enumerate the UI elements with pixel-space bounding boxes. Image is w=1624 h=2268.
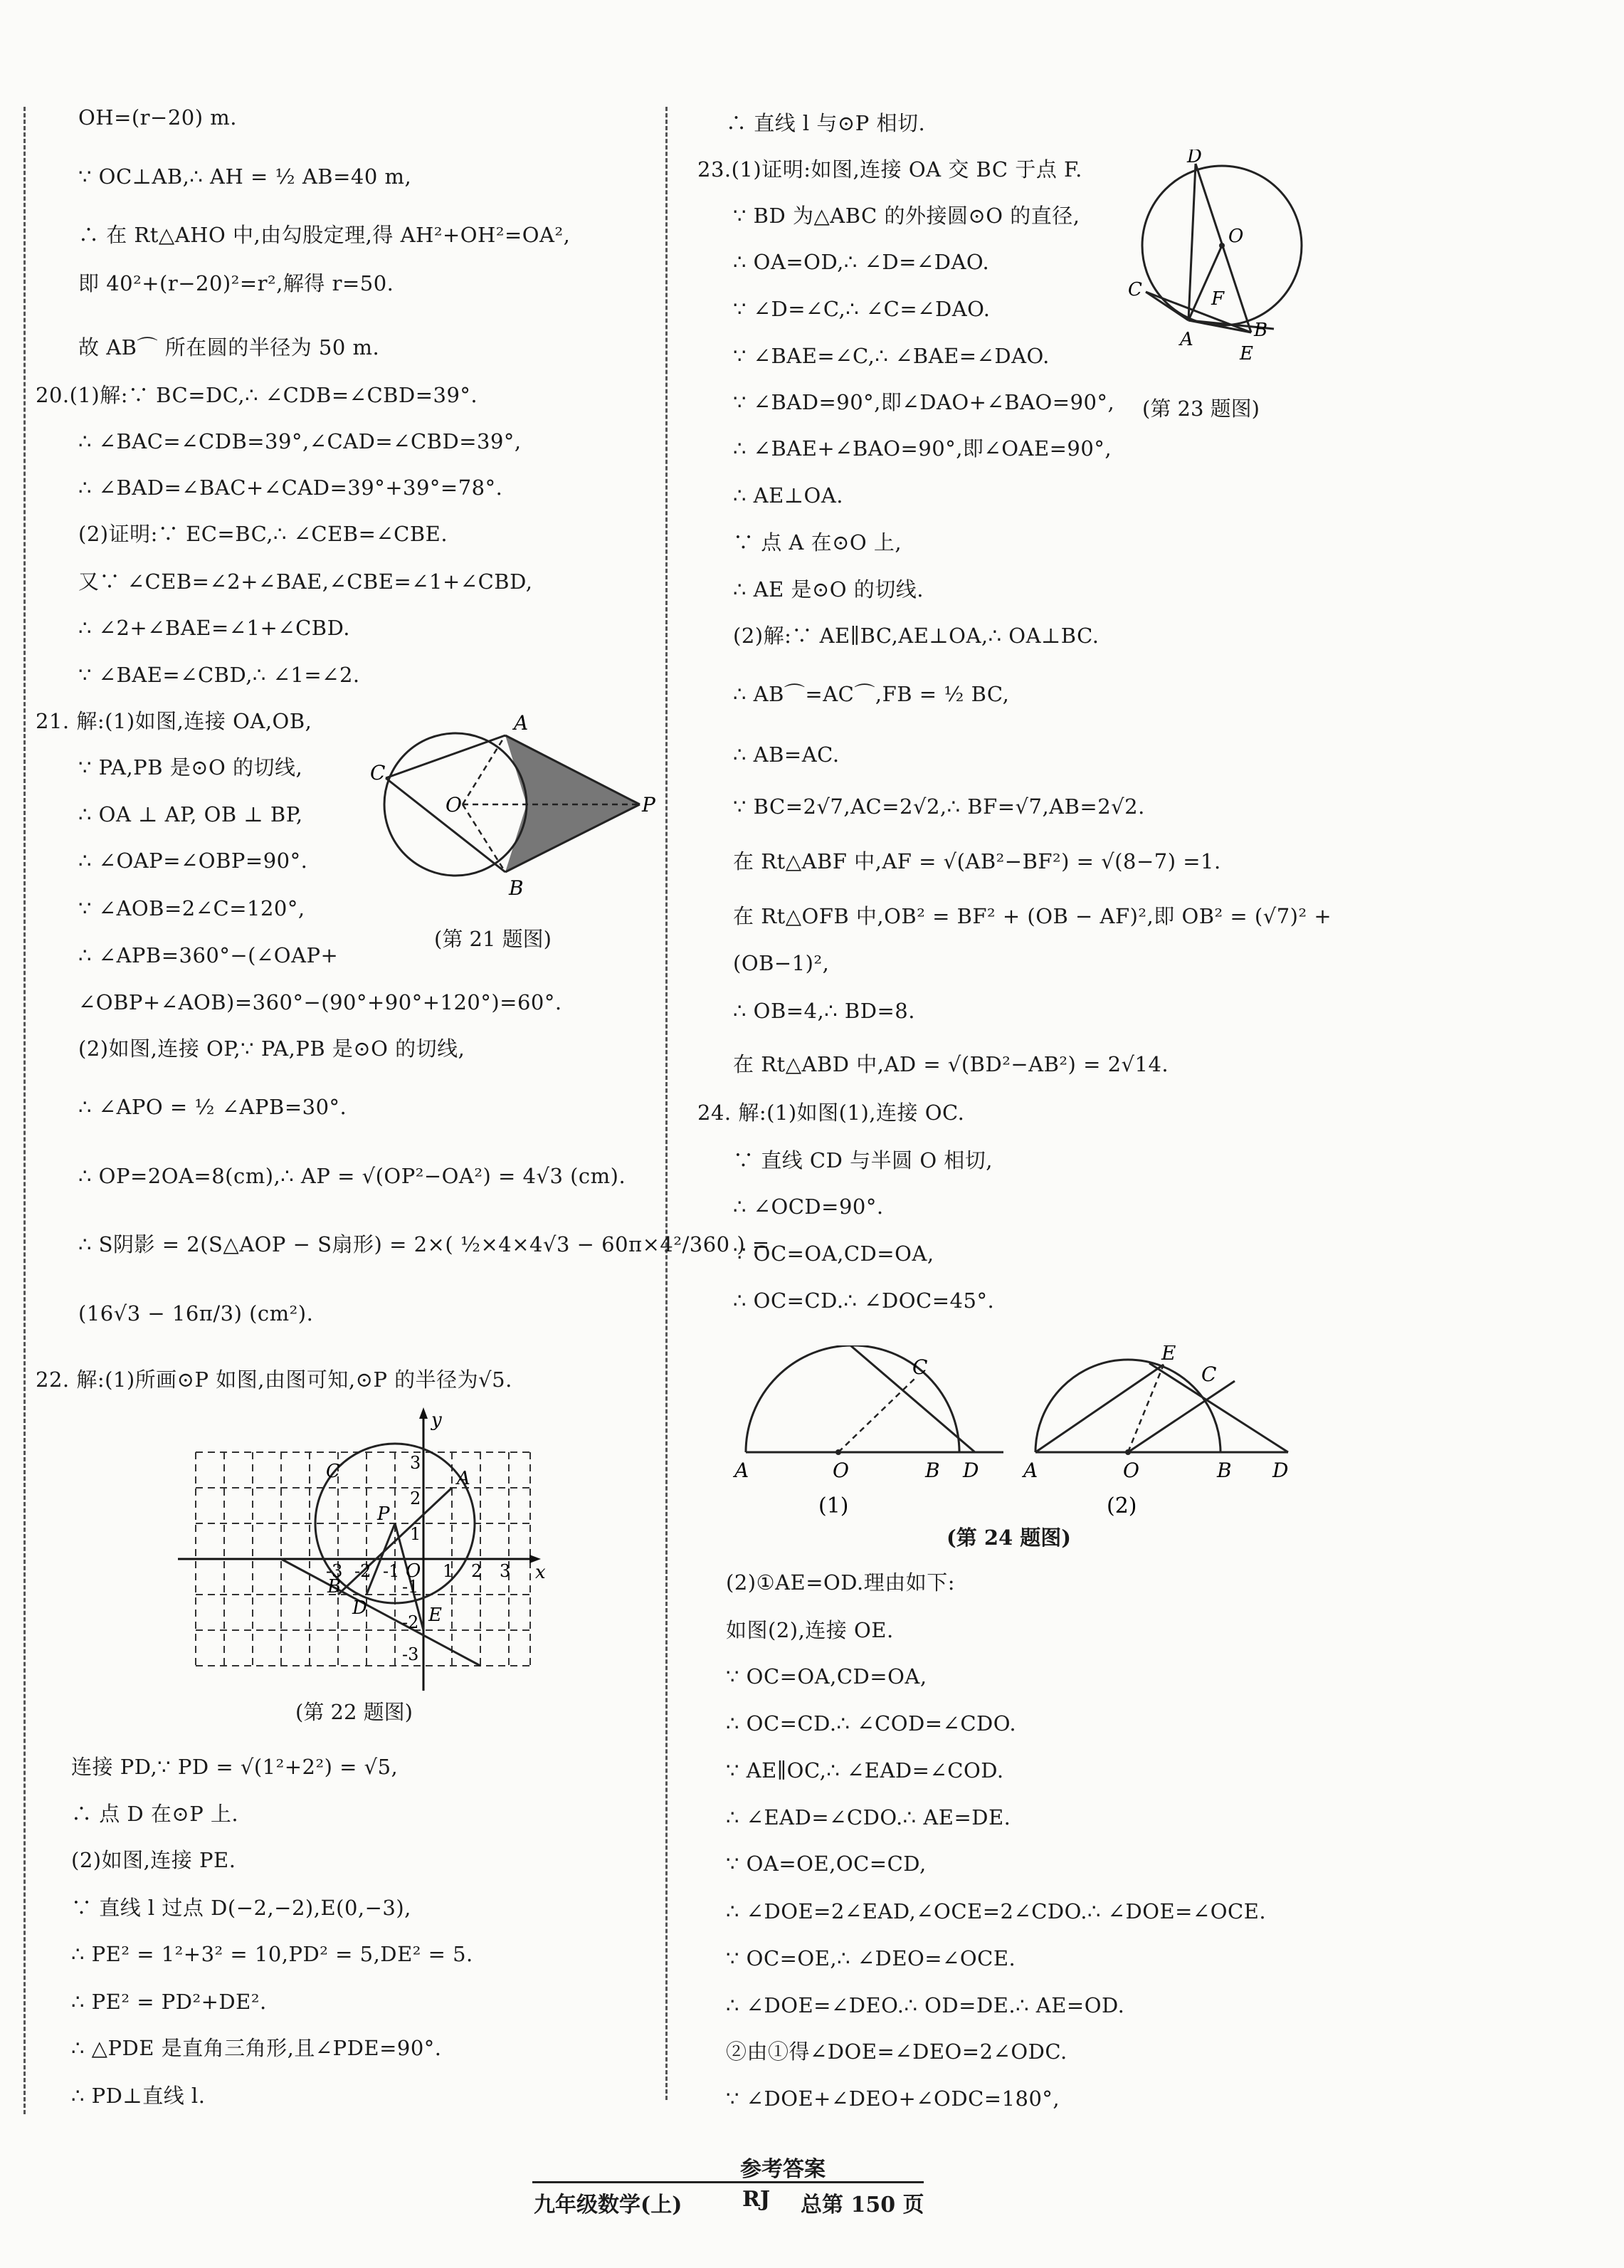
text-line: ∵ ∠BAD=90°,即∠DAO+∠BAO=90°,: [733, 390, 1115, 414]
text-line: 在 Rt△OFB 中,OB² = BF² + (OB − AF)²,即 OB² = (√7)² +: [733, 904, 1332, 928]
text-line: OH=(r−20) m.: [78, 105, 237, 130]
text-line: (2)解:∵ AE∥BC,AE⊥OA,∴ OA⊥BC.: [733, 624, 1100, 648]
footer-rule: [532, 2181, 924, 2183]
label-a: A: [1023, 1459, 1038, 1482]
text-line: ∵ OA=OE,OC=CD,: [726, 1852, 927, 1876]
label-e: E: [1240, 343, 1253, 364]
label-b: B: [1217, 1459, 1232, 1482]
text-line: (2)如图,连接 PE.: [71, 1848, 236, 1872]
label-d: D: [1187, 149, 1202, 167]
figure-23-caption: (第 23 题图): [1142, 397, 1260, 421]
text-line: (OB−1)²,: [733, 951, 830, 975]
text-line: 23.(1)证明:如图,连接 OA 交 BC 于点 F.: [697, 157, 1082, 182]
label-e: E: [1161, 1345, 1176, 1365]
tick-x: 3: [500, 1561, 511, 1581]
text-line: 又∵ ∠CEB=∠2+∠BAE,∠CBE=∠1+∠CBD,: [78, 569, 533, 594]
text-line: ∴ ∠OCD=90°.: [733, 1195, 884, 1219]
center-dashed-divider: [665, 107, 668, 2100]
tick-x: -3: [326, 1561, 343, 1581]
text-line: 22. 解:(1)所画⊙P 如图,由图可知,⊙P 的半径为√5.: [36, 1367, 512, 1392]
text-line: (2)如图,连接 OP,∵ PA,PB 是⊙O 的切线,: [78, 1036, 465, 1061]
label-d: D: [963, 1459, 979, 1482]
text-line: ∵ 点 A 在⊙O 上,: [733, 530, 902, 555]
text-line: ∵ AE∥OC,∴ ∠EAD=∠COD.: [726, 1758, 1004, 1783]
text-line: ∠OBP+∠AOB)=360°−(90°+90°+120°)=60°.: [78, 990, 562, 1014]
text-line: ∵ OC=OA,CD=OA,: [733, 1241, 934, 1266]
text-line: 在 Rt△ABD 中,AD = √(BD²−AB²) = 2√14.: [733, 1052, 1169, 1076]
text-line: ∵ ∠BAE=∠CBD,∴ ∠1=∠2.: [78, 663, 360, 687]
text-line: ∴ AB⌒=AC⌒,FB = ½ BC,: [733, 682, 1010, 706]
text-line: ∵ BD 为△ABC 的外接圆⊙O 的直径,: [733, 204, 1080, 228]
text-line: ∴ ∠EAD=∠CDO.∴ AE=DE.: [726, 1805, 1011, 1829]
text-line: ∴ ∠BAE+∠BAO=90°,即∠OAE=90°,: [733, 436, 1112, 461]
text-line: ②由①得∠DOE=∠DEO=2∠ODC.: [726, 2039, 1067, 2064]
text-line: ∴ PD⊥直线 l.: [71, 2084, 206, 2108]
figure-24-caption: (第 24 题图): [947, 1526, 1071, 1550]
text-line: ∴ AE⊥OA.: [733, 483, 843, 508]
label-o: O: [445, 793, 462, 817]
label-c: C: [1128, 279, 1142, 300]
dash-oa: [463, 735, 505, 804]
text-line: ∵ ∠DOE+∠DEO+∠ODC=180°,: [726, 2086, 1060, 2111]
text-line: ∴ OB=4,∴ BD=8.: [733, 999, 915, 1023]
text-line: ∵ OC=OA,CD=OA,: [726, 1664, 927, 1689]
label-o: O: [406, 1560, 421, 1582]
text-line: ∴ PE² = PD²+DE².: [71, 1990, 267, 2014]
text-line: ∴ OA=OD,∴ ∠D=∠DAO.: [733, 250, 990, 274]
figure-21-caption: (第 21 题图): [434, 927, 552, 951]
tick-y: 3: [410, 1453, 421, 1473]
text-line: ∴ ∠OAP=∠OBP=90°.: [78, 849, 308, 873]
text-line: (16√3 − 16π/3) (cm²).: [78, 1301, 314, 1325]
label-p: P: [642, 793, 655, 817]
text-line: 即 40²+(r−20)²=r²,解得 r=50.: [78, 271, 394, 295]
label-c: C: [370, 761, 386, 784]
segment-da: [1188, 164, 1196, 320]
axis-label-x: x: [535, 1562, 546, 1583]
text-line: ∴ OP=2OA=8(cm),∴ AP = √(OP²−OA²) = 4√3 (cm).: [78, 1164, 626, 1188]
text-line: ∴ OC=CD.∴ ∠COD=∠CDO.: [726, 1711, 1017, 1736]
label-p: P: [377, 1503, 390, 1525]
tick-x: -2: [354, 1561, 371, 1581]
text-line: 故 AB⌒ 所在圆的半径为 50 m.: [78, 335, 380, 359]
label-o: O: [1123, 1459, 1139, 1482]
text-line: ∴ AE 是⊙O 的切线.: [733, 577, 924, 602]
tick-x: -1: [383, 1561, 400, 1581]
text-line: ∴ △PDE 是直角三角形,且∠PDE=90°.: [71, 2036, 442, 2060]
text-line: ∴ ∠APO = ½ ∠APB=30°.: [78, 1095, 347, 1119]
figure-24: [726, 1345, 1317, 1531]
text-line: ∵ 直线 l 过点 D(−2,−2),E(0,−3),: [71, 1896, 411, 1920]
text-line: ∵ PA,PB 是⊙O 的切线,: [78, 755, 303, 779]
segment-cb: [386, 778, 505, 872]
tick-y: 2: [410, 1489, 421, 1508]
text-line: ∵ BC=2√7,AC=2√2,∴ BF=√7,AB=2√2.: [733, 794, 1145, 819]
text-line: ∴ ∠APB=360°−(∠OAP+: [78, 943, 339, 967]
label-o: O: [1228, 226, 1244, 247]
text-line: ∴ 在 Rt△AHO 中,由勾股定理,得 AH²+OH²=OA²,: [78, 223, 571, 247]
text-line: ∵ ∠AOB=2∠C=120°,: [78, 896, 305, 920]
label-e: E: [428, 1605, 442, 1626]
tick-y: -2: [402, 1612, 419, 1632]
line-ae-2: [1035, 1365, 1164, 1452]
label-a: A: [457, 1468, 470, 1489]
sub-caption-1: (1): [818, 1493, 849, 1518]
sub-caption-2: (2): [1107, 1493, 1137, 1518]
tick-x: 1: [443, 1561, 454, 1581]
text-line: (2)证明:∵ EC=BC,∴ ∠CEB=∠CBE.: [78, 522, 448, 546]
tick-y: 1: [410, 1524, 421, 1544]
text-line: ∴ OA ⊥ AP, OB ⊥ BP,: [78, 802, 303, 826]
text-line: ∵ 直线 CD 与半圆 O 相切,: [733, 1148, 993, 1172]
text-line: ∵ OC=OE,∴ ∠DEO=∠OCE.: [726, 1946, 1016, 1970]
text-line: ∴ S阴影 = 2(S△AOP − S扇形) = 2×( ½×4×4√3 − 60π×4²/360 ) =: [78, 1232, 770, 1256]
footer-book: 九年级数学(上): [534, 2193, 682, 2217]
label-o: O: [833, 1459, 849, 1482]
label-c: C: [912, 1355, 928, 1379]
text-line: ∴ ∠BAC=∠CDB=39°,∠CAD=∠CBD=39°,: [78, 429, 522, 453]
figure-22: [171, 1406, 555, 1691]
text-line: 24. 解:(1)如图(1),连接 OC.: [697, 1101, 965, 1125]
figure-22-caption: (第 22 题图): [295, 1700, 413, 1724]
label-a: A: [514, 711, 529, 735]
text-line: ∴ AB=AC.: [733, 742, 840, 767]
footer-title: 参考答案: [740, 2157, 826, 2182]
label-a: A: [734, 1459, 749, 1482]
label-a: A: [1180, 329, 1193, 350]
text-line: ∵ OC⊥AB,∴ AH = ½ AB=40 m,: [78, 164, 412, 189]
text-line: ∵ ∠BAE=∠C,∴ ∠BAE=∠DAO.: [733, 344, 1050, 368]
axis-label-y: y: [431, 1409, 442, 1431]
text-line: ∴ PE² = 1²+3² = 10,PD² = 5,DE² = 5.: [71, 1942, 473, 1966]
label-f: F: [1211, 288, 1225, 310]
footer-page: 总第 150 页: [801, 2193, 924, 2217]
text-line: 21. 解:(1)如图,连接 OA,OB,: [36, 709, 312, 733]
left-dashed-margin: [23, 107, 26, 2114]
tick-y: -1: [402, 1577, 419, 1597]
label-d: D: [1272, 1459, 1289, 1482]
label-b: B: [327, 1576, 342, 1597]
text-line: ∴ ∠BAD=∠BAC+∠CAD=39°+39°=78°.: [78, 476, 503, 500]
tick-y: -3: [402, 1644, 419, 1664]
dash-oc-1: [838, 1379, 914, 1452]
label-b: B: [925, 1459, 940, 1482]
tick-x: 2: [471, 1561, 483, 1581]
text-line: 连接 PD,∵ PD = √(1²+2²) = √5,: [71, 1755, 399, 1779]
label-c: C: [326, 1461, 340, 1482]
text-line: ∴ 直线 l 与⊙P 相切.: [726, 111, 926, 135]
figure-23: [1124, 149, 1317, 384]
text-line: 20.(1)解:∵ BC=DC,∴ ∠CDB=∠CBD=39°.: [36, 383, 478, 407]
label-b: B: [509, 876, 524, 900]
label-b: B: [1254, 320, 1268, 341]
text-line: ∵ ∠D=∠C,∴ ∠C=∠DAO.: [733, 297, 991, 321]
text-line: ∴ ∠DOE=2∠EAD,∠OCE=2∠CDO.∴ ∠DOE=∠OCE.: [726, 1899, 1267, 1923]
label-c: C: [1201, 1363, 1217, 1386]
figure-21: [363, 701, 662, 904]
semicircle-2: [1035, 1360, 1220, 1452]
text-line: (2)①AE=OD.理由如下:: [726, 1570, 955, 1595]
footer-edition: RJ: [742, 2187, 771, 2212]
text-line: ∴ 点 D 在⊙P 上.: [71, 1802, 239, 1826]
text-line: ∴ OC=CD.∴ ∠DOC=45°.: [733, 1288, 995, 1313]
text-line: 在 Rt△ABF 中,AF = √(AB²−BF²) = √(8−7) =1.: [733, 849, 1221, 873]
label-d: D: [352, 1597, 367, 1619]
line-oc-2: [1128, 1381, 1235, 1452]
text-line: 如图(2),连接 OE.: [726, 1618, 894, 1642]
text-line: ∴ ∠2+∠BAE=∠1+∠CBD.: [78, 616, 351, 640]
text-line: ∴ ∠DOE=∠DEO.∴ OD=DE.∴ AE=OD.: [726, 1993, 1125, 2017]
